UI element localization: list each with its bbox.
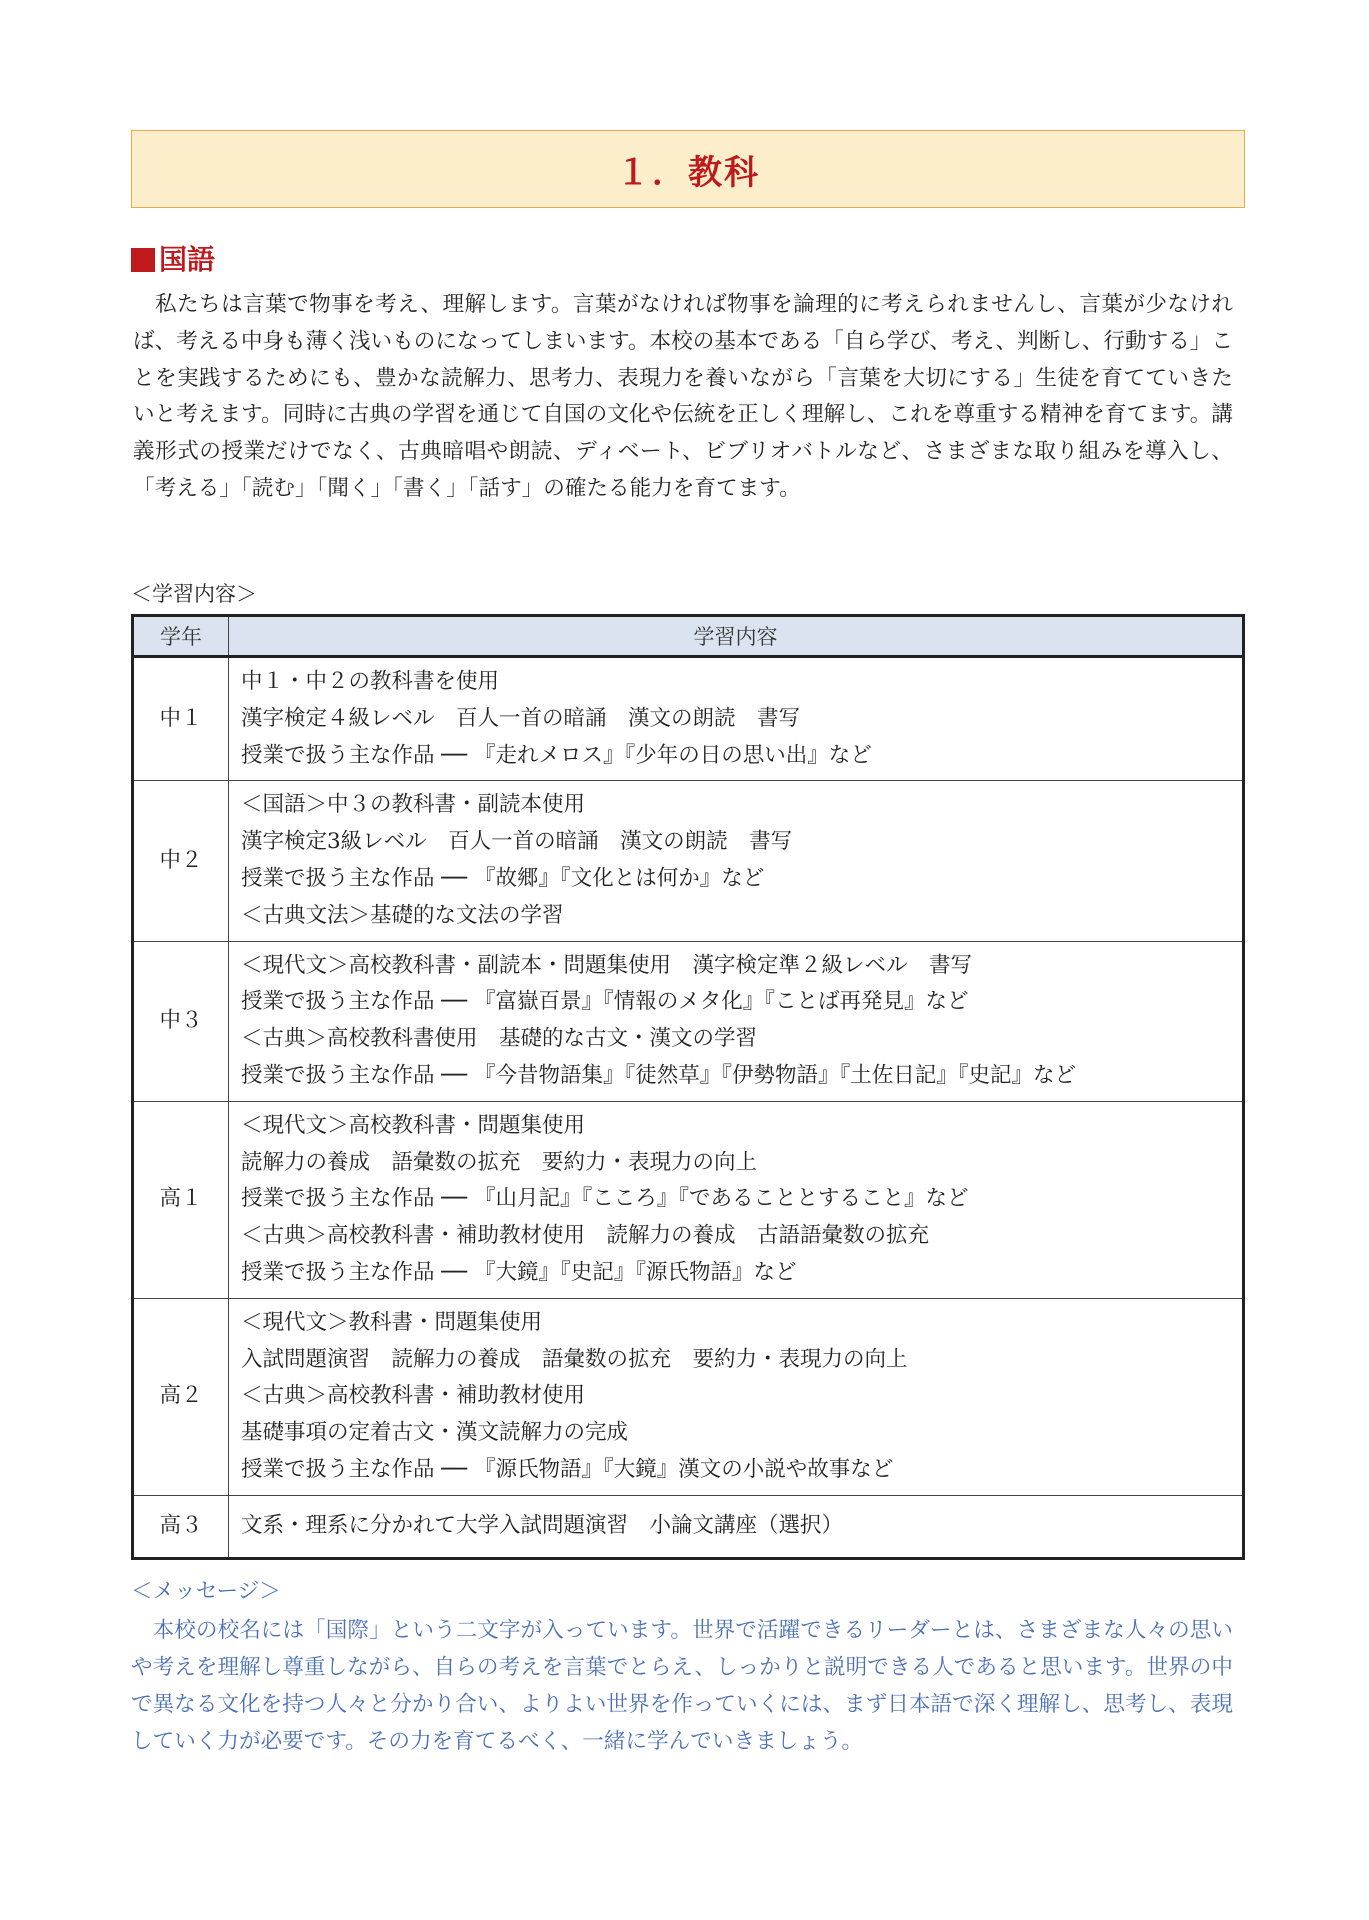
- content-line: 授業で扱う主な作品 ── 『山月記』『こころ』『であることとすること』など: [241, 1186, 969, 1212]
- curriculum-table: [131, 614, 1245, 1560]
- content-cell: [229, 657, 1244, 781]
- content-line: 漢字検定４級レベル 百人一首の暗誦 漢文の朗読 書写: [241, 705, 801, 731]
- content-line: 授業で扱う主な作品 ── 『源氏物語』『大鏡』漢文の小説や故事など: [241, 1456, 894, 1482]
- curriculum-heading: ＜学習内容＞: [131, 582, 257, 606]
- message-heading: ＜メッセージ＞: [131, 1579, 281, 1604]
- table-row: [133, 1495, 1244, 1558]
- content-line: ＜古典＞高校教科書・補助教材使用: [241, 1383, 586, 1409]
- content-line: 漢字検定3級レベル 百人一首の暗誦 漢文の朗読 書写: [241, 829, 793, 855]
- content-line: ＜国語＞中３の教科書・副読本使用: [241, 792, 586, 818]
- grade-cell: 高１: [133, 1101, 229, 1298]
- section-heading-label: 国語: [159, 243, 216, 276]
- message-paragraph: 本校の校名には「国際」という二文字が入っています。世界で活躍できるリーダーとは、さまざまな人々の思いや考えを理解し尊重しながら、自らの考えを言葉でとらえ、しっかりと説明できる人であると思います。世界の中で異なる文化を持つ人々と分かり合い、よりよい世界を作っていくには、まず日本語で深く理解し、思考し、表現していく力が必要です。その力を育てるべく、一緒に学んでいきましょう。: [131, 1618, 1233, 1754]
- table-row: [133, 941, 1244, 1101]
- page-title: １．教科: [616, 152, 760, 193]
- content-line: 授業で扱う主な作品 ── 『走れメロス』『少年の日の思い出』など: [241, 742, 872, 768]
- table-row: [133, 657, 1244, 781]
- section-heading: [131, 242, 215, 278]
- content-column-header: 学習内容: [229, 616, 1244, 657]
- grade-cell: 中２: [133, 781, 229, 941]
- content-cell: [229, 1495, 1244, 1558]
- intro-paragraph: 私たちは言葉で物事を考え、理解します。言葉がなければ物事を論理的に考えられませんし、言葉が少なければ、考える中身も薄く浅いものになってしまいます。本校の基本である「自ら学び、考え、判断し、行動する」ことを実践するためにも、豊かな読解力、思考力、表現力を養いながら「言葉を大切にする」生徒を育てていきたいと考えます。同時に古典の学習を通じて自国の文化や伝統を正しく理解し、これを尊重する精神を育てます。講義形式の授業だけでなく、古典暗唱や朗読、ディベート、ビブリオバトルなど、さまざまな取り組みを導入し、「考える」「読む」「聞く」「書く」「話す」の確たる能力を育てます。: [133, 292, 1233, 501]
- grade-cell: 中１: [133, 657, 229, 781]
- content-line: 読解力の養成 語彙数の拡充 要約力・表現力の向上: [241, 1149, 758, 1175]
- content-line: 授業で扱う主な作品 ── 『大鏡』『史記』『源氏物語』など: [241, 1259, 797, 1285]
- content-cell: [229, 1298, 1244, 1495]
- content-line: ＜現代文＞高校教科書・問題集使用: [241, 1112, 586, 1138]
- content-cell: [229, 941, 1244, 1101]
- content-line: 文系・理系に分かれて大学入試問題演習 小論文講座（選択）: [241, 1512, 844, 1538]
- content-cell: [229, 1101, 1244, 1298]
- table-row: [133, 781, 1244, 941]
- content-line: 授業で扱う主な作品 ── 『富嶽百景』『情報のメタ化』『ことば再発見』など: [241, 989, 969, 1015]
- content-line: 授業で扱う主な作品 ── 『故郷』『文化とは何か』など: [241, 865, 765, 891]
- content-line: ＜現代文＞高校教科書・副読本・問題集使用 漢字検定準２級レベル 書写: [241, 952, 973, 978]
- title-banner: [131, 130, 1245, 208]
- grade-column-header: 学年: [133, 616, 229, 657]
- grade-cell: 高３: [133, 1495, 229, 1558]
- grade-cell: 高２: [133, 1298, 229, 1495]
- content-line: 中１・中２の教科書を使用: [241, 669, 500, 694]
- content-line: 授業で扱う主な作品 ── 『今昔物語集』『徒然草』『伊勢物語』『土佐日記』『史記』など: [241, 1062, 1077, 1088]
- table-row: [133, 1298, 1244, 1495]
- content-line: ＜古典文法＞基礎的な文法の学習: [241, 902, 564, 928]
- square-bullet-icon: [131, 248, 155, 272]
- grade-cell: 中３: [133, 941, 229, 1101]
- table-header-row: [133, 616, 1244, 657]
- content-line: ＜古典＞高校教科書・補助教材使用 読解力の養成 古語語彙数の拡充: [241, 1223, 930, 1249]
- content-line: ＜古典＞高校教科書使用 基礎的な古文・漢文の学習: [241, 1026, 758, 1052]
- content-line: 入試問題演習 読解力の養成 語彙数の拡充 要約力・表現力の向上: [241, 1346, 908, 1372]
- content-line: 基礎事項の定着古文・漢文読解力の完成: [241, 1420, 629, 1446]
- content-cell: [229, 781, 1244, 941]
- table-row: [133, 1101, 1244, 1298]
- content-line: ＜現代文＞教科書・問題集使用: [241, 1309, 543, 1335]
